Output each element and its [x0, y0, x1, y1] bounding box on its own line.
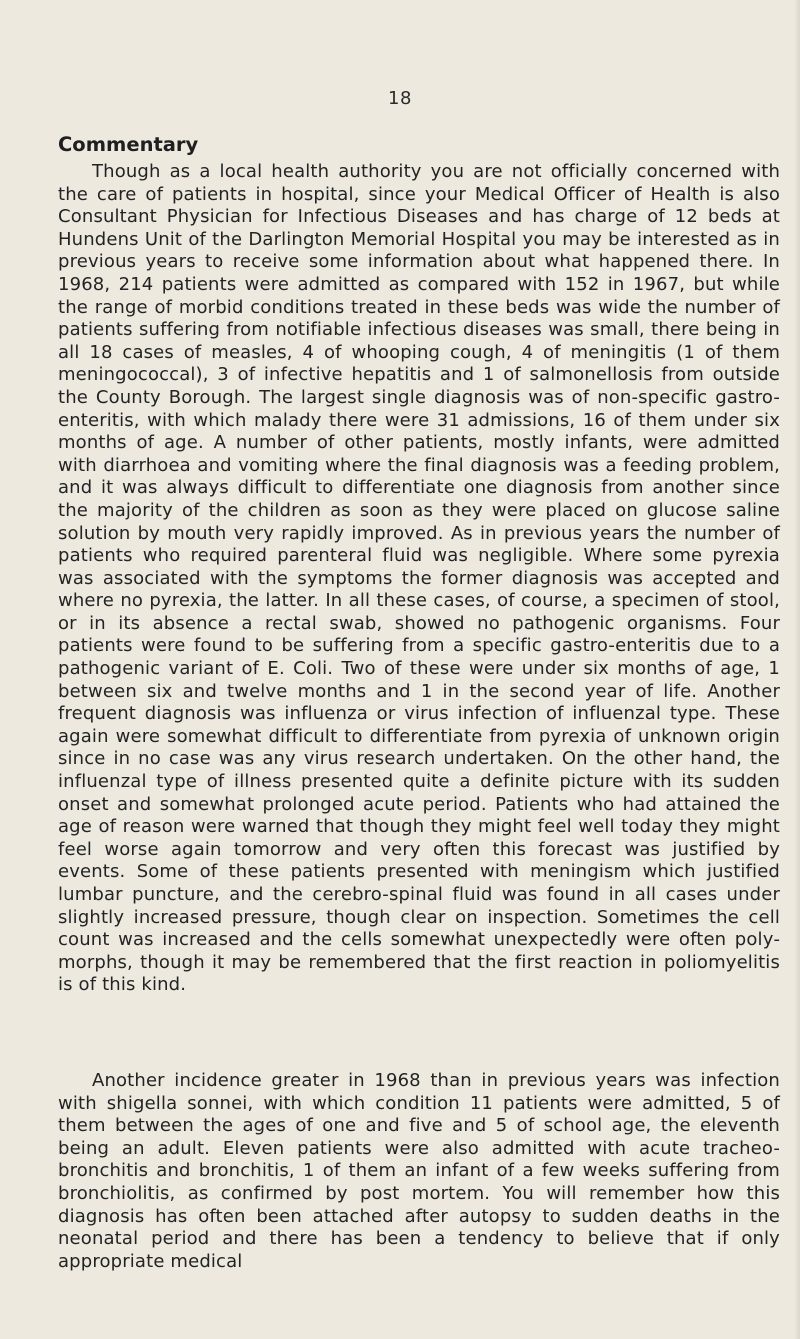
paragraph-2: Another incidence greater in 1968 than in previous years was infection with shigella sonnei, with which condition 11 patients were admitted, 5 of them between the ages of one and five and 5 of school age, the eleventh being an adult. Eleven patients were also admitted with acute tracheo-bronchitis and bronchitis, 1 of them an infant of a few weeks suffering from bronchiolitis, as confirmed by post mortem. You will remember how this diagnosis has often been attached after autopsy to sudden deaths in the neonatal period and there has been a tendency to believe that if only appropriate medical	[58, 1070, 780, 1272]
paragraph-1: Though as a local health authority you are not officially concerned with the care of patients in hospital, since your Medical Officer of Health is also Consultant Physician for Infectious Diseases and has charge of 12 beds at Hundens Unit of the Darlington Memorial Hospital you may be interested as in previous years to receive some information about what happened there. In 1968, 214 patients were admitted as compared with 152 in 1967, but while the range of morbid conditions treated in these beds was wide the number of patients suffering from notifiable infectious diseases was small, there being in all 18 cases of measles, 4 of whooping cough, 4 of meningitis (1 of them meningococcal), 3 of infective hepatitis and 1 of salmonellosis from outside the County Borough. The largest single diagnosis was of non-specific gastro-enteritis, with which malady there were 31 admissions, 16 of them under six months of age. A number of other patients, mostly infants, were admitted with diarrhoea and vomiting where the final diagnosis was a feeding problem, and it was always difficult to differentiate one diagnosis from another since the majority of the children as soon as they were placed on glucose saline solution by mouth very rapidly improved. As in previous years the number of patients who required parenteral fluid was negligible. Where some pyrexia was associated with the symptoms the former diagnosis was accepted and where no pyrexia, the latter. In all these cases, of course, a specimen of stool, or in its absence a rectal swab, showed no pathogenic organisms. Four patients were found to be suffering from a specific gastro-enteritis due to a pathogenic variant of E. Coli. Two of these were under six months of age, 1 between six and twelve months and 1 in the second year of life. Another frequent diagnosis was influenza or virus infection of influenzal type. These again were somewhat difficult to differentiate from pyrexia of unknown origin since in no case was any virus research undertaken. On the other hand, the influenzal type of illness presented quite a definite picture with its sudden onset and somewhat prolonged acute period. Patients who had attained the age of reason were warned that though they might feel well today they might feel worse again tomorrow and very often this forecast was justified by events. Some of these patients presented with meningism which justified lumbar puncture, and the cerebro-spinal fluid was found in all cases under slightly increased pressure, though clear on inspection. Sometimes the cell count was increased and the cells somewhat unexpectedly were often polymorphs, though it may be remembered that the first reaction in poliomyelitis is of this kind.	[58, 161, 780, 996]
section-heading: Commentary	[58, 133, 199, 156]
page-edge-shadow	[794, 0, 800, 1339]
page-number: 18	[388, 88, 412, 109]
